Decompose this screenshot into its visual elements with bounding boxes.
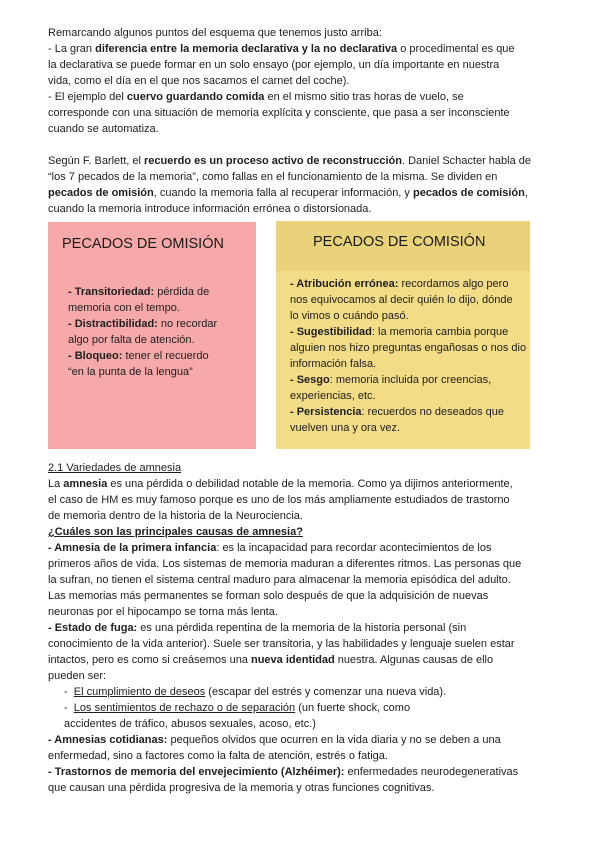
barlett-line: cuando la memoria introduce información errónea o distorsionada. — [48, 203, 372, 215]
amnesia-line: neuronas por el hipocampo se torna más lenta. — [48, 606, 278, 618]
list-item: “en la punta de la lengua” — [68, 366, 193, 378]
list-item: nos equivocamos al decir quién lo dijo, dónde — [290, 294, 513, 306]
intro-line: corresponde con una situación de memoria explícita y consciente, que pasa a ser inconsciente — [48, 107, 510, 119]
list-item: información falsa. — [290, 358, 377, 370]
bold-term: amnesia — [63, 478, 108, 490]
intro-line: - El ejemplo del cuervo guardando comida en el mismo sitio tras horas de vuelo, se — [48, 91, 464, 103]
list-item: - Persistencia: recuerdos no deseados que — [290, 406, 505, 418]
amnesia-line: - Amnesia de la primera infancia: es la incapacidad para recordar acontecimientos de los — [48, 542, 492, 554]
comision-box — [276, 221, 530, 449]
amnesia-line: La amnesia es una pérdida o debilidad notable de la memoria. Como ya dijimos anteriormente, — [48, 478, 513, 490]
question-heading: ¿Cuáles son las principales causas de amnesia? — [48, 526, 303, 538]
sub-list-item: - El cumplimiento de deseos (escapar del estrés y comenzar una nueva vida). — [64, 686, 447, 698]
list-item: lo vimos o cuándo pasó. — [290, 310, 409, 322]
intro-line: Remarcando algunos puntos del esquema que tenemos justo arriba: — [48, 27, 382, 39]
amnesia-line: primeros años de vida. Los sistemas de memoria maduran a diferentes ritmos. Las personas que — [48, 558, 522, 570]
amnesia-section — [48, 460, 558, 796]
list-item: algo por falta de atención. — [68, 334, 195, 346]
bold-term: recuerdo es un proceso activo de reconstrucción — [144, 155, 402, 167]
intro-line: cuando se automatiza. — [48, 123, 159, 135]
bold-term: cuervo guardando comida — [126, 91, 265, 103]
sub-list-item: accidentes de tráfico, abusos sexuales, acoso, etc.) — [64, 718, 316, 730]
bold-term: diferencia entre la memoria declarativa y la no declarativa — [95, 43, 398, 55]
amnesia-line: Las memorias más permanentes se forman solo después de que la adquisición de nuevas — [48, 590, 489, 602]
intro-line: - La gran diferencia entre la memoria declarativa y la no declarativa o procedimental es que — [48, 43, 515, 55]
barlett-line: “los 7 pecados de la memoria”, como fallas en el funcionamiento de la misma. Se dividen en — [48, 171, 498, 183]
list-item: alguien nos hizo preguntas engañosas o nos dio — [290, 342, 527, 354]
amnesia-line: la sufran, no tienen el sistema central maduro para almacenar la memoria episódica del adulto. — [48, 574, 511, 586]
barlett-paragraph — [48, 153, 558, 217]
amnesia-line: pueden ser: — [48, 670, 107, 682]
intro-paragraph — [48, 25, 558, 137]
list-item: - Sugestibilidad: la memoria cambia porque — [290, 326, 509, 338]
amnesia-line: que causan una pérdida progresiva de la memoria y otras funciones cognitivas. — [48, 782, 435, 794]
comision-title: PECADOS DE COMISIÓN — [313, 234, 486, 250]
barlett-line: pecados de omisión, cuando la memoria falla al recuperar información, y pecados de comisión, — [48, 187, 528, 199]
amnesia-line: - Estado de fuga: es una pérdida repentina de la memoria de la historia personal (sin — [48, 622, 467, 634]
amnesia-line: - Amnesias cotidianas: pequeños olvidos que ocurren en la vida diaria y no se deben a una — [48, 734, 501, 746]
amnesia-line: conocimiento de la vida anterior). Suele ser transitoria, y las habilidades y lenguaje suelen estar — [48, 638, 515, 650]
section-heading: 2.1 Variedades de amnesia — [48, 462, 182, 474]
amnesia-line: - Trastornos de memoria del envejecimiento (Alzhéimer): enfermedades neurodegenerativas — [48, 766, 519, 778]
amnesia-line: intactos, pero es como si creásemos una nueva identidad nuestra. Algunas causas de ello — [48, 654, 494, 666]
amnesia-line: enfermedad, sino a factores como la falta de atención, estrés o fatiga. — [48, 750, 388, 762]
intro-line: la declarativa se puede formar en un solo ensayo (por ejemplo, un día importante en nuestra — [48, 59, 500, 71]
omision-box — [48, 222, 256, 449]
barlett-line: Según F. Barlett, el recuerdo es un proceso activo de reconstrucción. Daniel Schacter habla de — [48, 155, 531, 167]
omision-title: PECADOS DE OMISIÓN — [62, 236, 224, 252]
list-item: vuelven una y ora vez. — [290, 422, 401, 434]
intro-line: vida, como el día en el que nos sacamos el carnet del coche). — [48, 75, 350, 87]
bold-term: nueva identidad — [250, 654, 335, 666]
list-item: - Sesgo: memoria incluida por creencias, — [290, 374, 492, 386]
list-item: - Transitoriedad: pérdida de — [68, 286, 210, 298]
omision-list — [68, 284, 253, 380]
bold-term: pecados de comisión — [412, 187, 525, 199]
comision-list — [290, 276, 526, 436]
amnesia-line: el caso de HM es muy famoso porque es uno de los más ampliamente estudiados de trastorno — [48, 494, 510, 506]
list-item: memoria con el tempo. — [68, 302, 180, 314]
bold-term: pecados de omisión — [48, 187, 154, 199]
list-item: experiencias, etc. — [290, 390, 376, 402]
list-item: - Distractibilidad: no recordar — [68, 318, 218, 330]
sub-list-item: - Los sentimientos de rechazo o de separación (un fuerte shock, como — [64, 702, 411, 714]
amnesia-line: de memoria dentro de la historia de la Neurociencia. — [48, 510, 303, 522]
list-item: - Atribución errónea: recordamos algo pero — [290, 278, 509, 290]
list-item: - Bloqueo: tener el recuerdo — [68, 350, 209, 362]
